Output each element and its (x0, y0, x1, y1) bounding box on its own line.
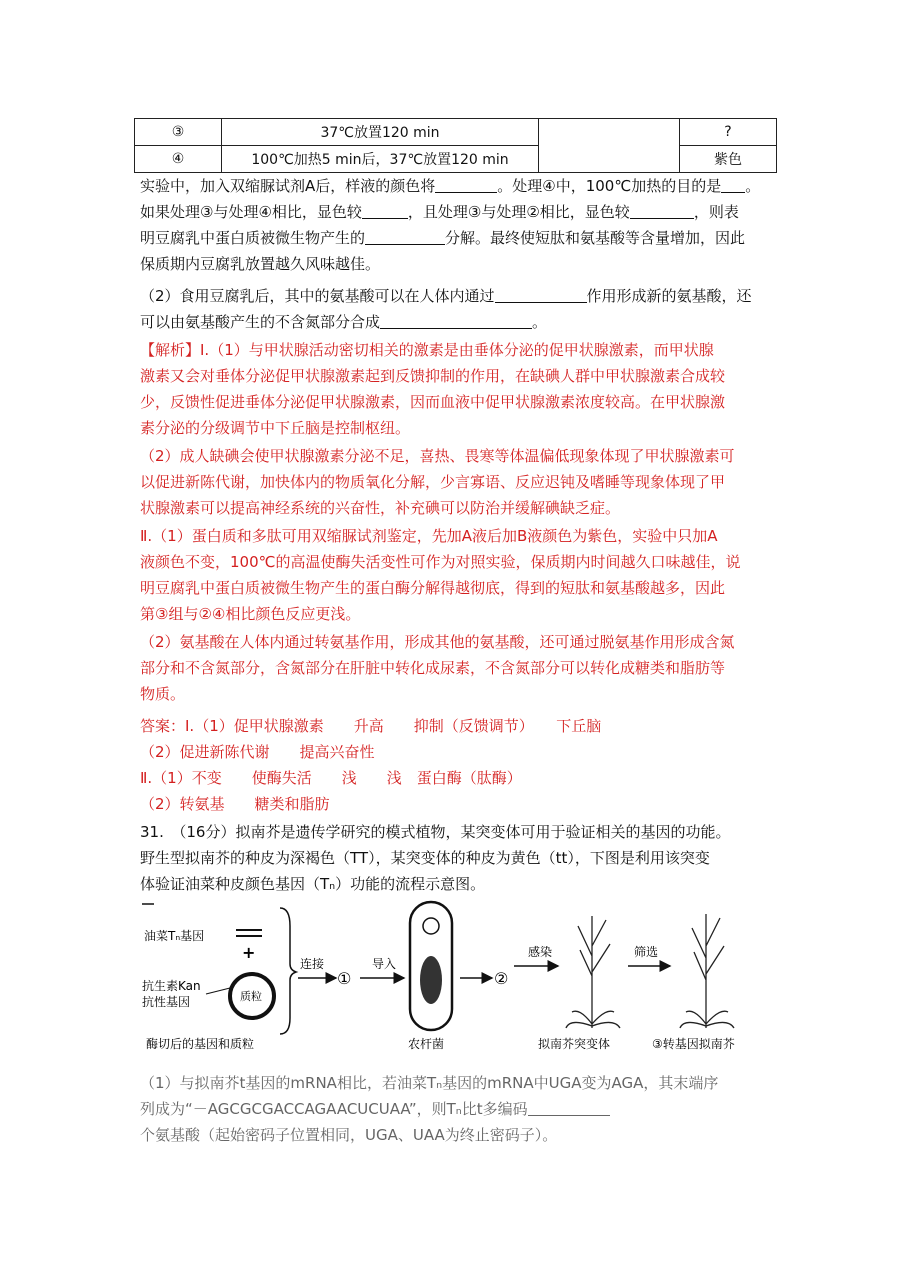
chromosome-icon (420, 956, 442, 1004)
text-span: 如果处理③与处理④相比，显色较 (140, 203, 362, 221)
answer-line: （2）促进新陈代谢 提高兴奋性 (140, 743, 375, 761)
answer-blank (435, 176, 497, 193)
analysis-line: 状腺激素可以提高神经系统的兴奋性，补充碘可以防治并缓解碘缺乏症。 (140, 499, 621, 517)
text-span: 作用形成新的氨基酸，还 (586, 287, 752, 305)
transgenic-label: ③转基因拟南芥 (652, 1037, 735, 1051)
table-cell-treatment: 37℃放置120 min (222, 119, 539, 146)
answer-blank (528, 1099, 610, 1116)
analysis-line: （2）氨基酸在人体内通过转氨基作用，形成其他的氨基酸，还可通过脱氨基作用形成含氮 (140, 633, 735, 651)
table-row (135, 119, 777, 146)
table-cell-result: 紫色 (680, 146, 777, 173)
text-span: 。 (532, 313, 548, 331)
answer-blank (380, 312, 532, 329)
gene-label: 油菜Tₙ基因 (144, 929, 205, 943)
agrobacterium-label: 农杆菌 (408, 1037, 445, 1051)
plant-icon (566, 916, 620, 1028)
answer-line: （2）转氨基 糖类和脂肪 (140, 795, 330, 813)
text-span: 明豆腐乳中蛋白质被微生物产生的 (140, 229, 366, 247)
text-span: （2）食用豆腐乳后，其中的氨基酸可以在人体内通过 (140, 287, 495, 305)
question-line: 野生型拟南芥的种皮为深褐色（TT），某突变体的种皮为黄色（tt），下图是利用该突变 (140, 849, 710, 867)
answer-blank (362, 202, 408, 219)
answer-blank (365, 228, 445, 245)
plasmid-label: 质粒 (240, 990, 262, 1003)
link-label: 连接 (300, 957, 325, 971)
answer-blank (630, 202, 694, 219)
analysis-line: Ⅱ.（1）蛋白质和多肽可用双缩脲试剂鉴定，先加A液后加B液颜色为紫色，实验中只加A (140, 527, 718, 545)
answer-blank (721, 176, 745, 193)
plant-icon (680, 914, 734, 1028)
text-line (140, 225, 745, 251)
mutant-label: 拟南芥突变体 (538, 1037, 611, 1051)
text-line (140, 283, 752, 309)
step-1: ① (337, 969, 352, 988)
infect-label: 感染 (528, 945, 553, 959)
step-2: ② (494, 969, 509, 988)
subquestion-line: 个氨基酸（起始密码子位置相同，UGA、UAA为终止密码子）。 (140, 1126, 558, 1144)
text-span: 分解。最终使短肽和氨基酸等含量增加，因此 (445, 229, 746, 247)
text-line: 保质期内豆腐乳放置越久风味越佳。 (140, 255, 381, 273)
analysis-line: 以促进新陈代谢，加快体内的物质氧化分解，少言寡语、反应迟钝及嗜睡等现象体现了甲 (140, 473, 726, 491)
answer-line: 答案：Ⅰ.（1）促甲状腺激素 升高 抑制（反馈调节） 下丘脑 (140, 717, 602, 735)
subquestion-line: （1）与拟南芥t基因的mRNA相比，若油菜Tₙ基因的mRNA中UGA变为AGA，其末端序 (140, 1074, 719, 1092)
table-cell-num: ③ (135, 119, 222, 146)
analysis-line: 物质。 (140, 685, 186, 703)
text-span: 可以由氨基酸产生的不含氮部分合成 (140, 313, 381, 331)
resistance-label: 抗性基因 (142, 995, 191, 1009)
analysis-line: 激素又会对垂体分泌促甲状腺激素起到反馈抑制的作用，在缺碘人群中甲状腺激素合成较 (140, 367, 726, 385)
text-line (140, 309, 547, 335)
analysis-line: 明豆腐乳中蛋白质被微生物产生的蛋白酶分解得越彻底，得到的短肽和氨基酸越多，因此 (140, 579, 726, 597)
import-label: 导入 (372, 957, 397, 971)
analysis-line: 【解析】Ⅰ.（1）与甲状腺活动密切相关的激素是由垂体分泌的促甲状腺激素，而甲状腺 (140, 341, 714, 359)
table-row (135, 146, 777, 173)
text-line (140, 199, 739, 225)
question-line: 31. （16分）拟南芥是遗传学研究的模式植物，某突变体可用于验证相关的基因的功能。 (140, 823, 731, 841)
question-line: 体验证油菜种皮颜色基因（Tₙ）功能的流程示意图。 (140, 875, 486, 893)
answer-line: Ⅱ.（1）不变 使酶失活 浅 浅 蛋白酶（肽酶） (140, 769, 522, 787)
text-span: 。处理④中，100℃加热的目的是 (497, 177, 722, 195)
brace-icon (280, 908, 296, 1034)
text-span: 实验中，加入双缩脲试剂A后，样液的颜色将 (140, 177, 436, 195)
analysis-line: （2）成人缺碘会使甲状腺激素分泌不足，喜热、畏寒等体温偏低现象体现了甲状腺激素可 (140, 447, 735, 465)
analysis-line: 少，反馈性促进垂体分泌促甲状腺激素，因而血液中促甲状腺激素浓度较高。在甲状腺激 (140, 393, 726, 411)
analysis-line: 素分泌的分级调节中下丘脑是控制枢纽。 (140, 419, 411, 437)
table-cell-num: ④ (135, 146, 222, 173)
table-cell-result: ? (680, 119, 777, 146)
experiment-table (134, 118, 777, 173)
table-cell-empty (539, 119, 680, 173)
analysis-line: 部分和不含氮部分，含氮部分在肝脏中转化成尿素，不含氮部分可以转化成糖类和脂肪等 (140, 659, 726, 677)
analysis-line: 液颜色不变，100℃的高温使酶失活变性可作为对照实验，保质期内时间越久口味越佳，说 (140, 553, 741, 571)
plasmid-small-icon (423, 918, 439, 934)
resistance-label: 抗生素Kan (142, 979, 201, 993)
bottom-left-label: 酶切后的基因和质粒 (146, 1037, 255, 1051)
process-diagram (140, 896, 780, 1066)
text-span: ，且处理③与处理②相比，显色较 (407, 203, 630, 221)
text-span: ，则表 (693, 203, 739, 221)
pointer-line (206, 988, 230, 994)
subquestion-line (140, 1096, 610, 1122)
table-cell-treatment: 100℃加热5 min后，37℃放置120 min (222, 146, 539, 173)
screen-label: 筛选 (634, 945, 659, 959)
text-span: 。 (745, 177, 761, 195)
text-line (140, 173, 760, 199)
analysis-line: 第③组与②④相比颜色反应更浅。 (140, 605, 361, 623)
plus-sign: + (242, 943, 256, 962)
answer-blank (495, 286, 587, 303)
text-span: 列成为“－AGCGCGACCAGAACUCUAA”，则Tₙ比t多编码 (140, 1100, 528, 1118)
